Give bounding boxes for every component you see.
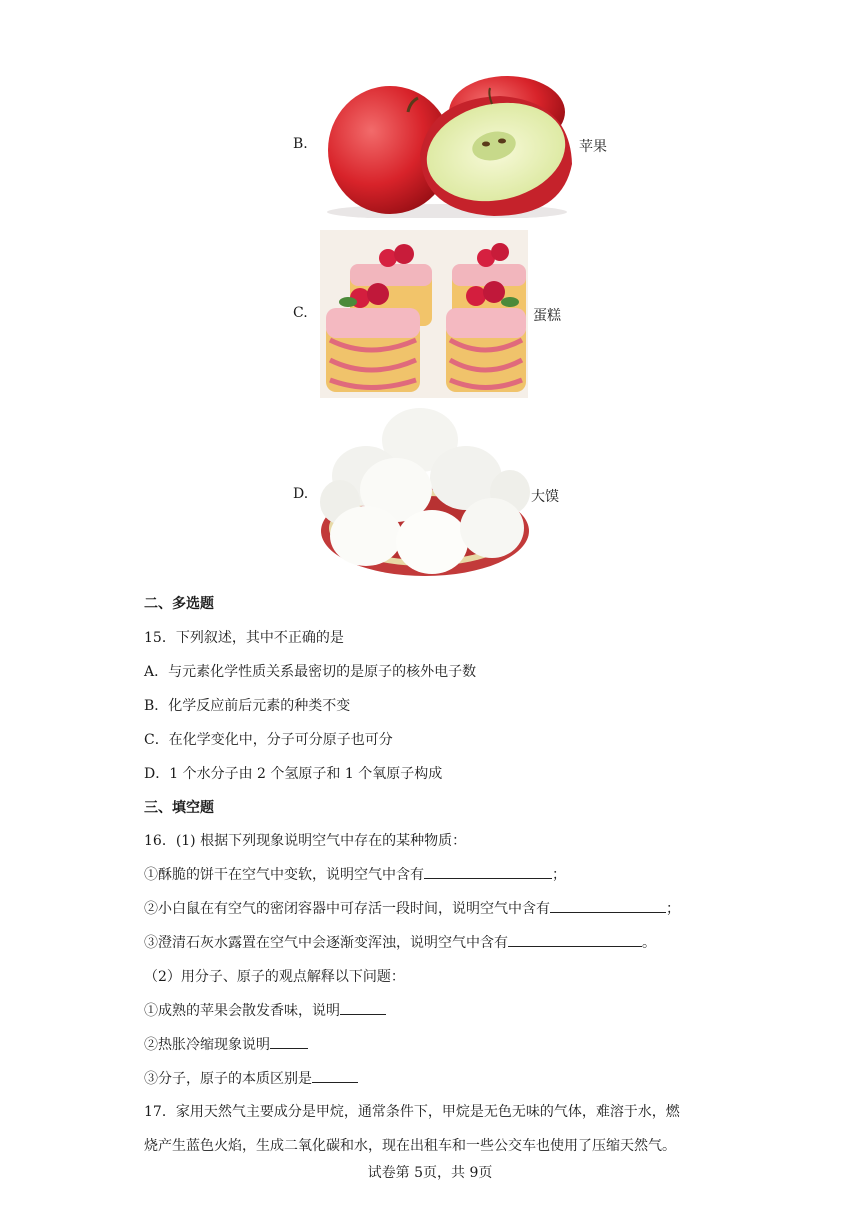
q16-line3 bbox=[144, 932, 656, 952]
q16-line2-end: ； bbox=[666, 901, 680, 917]
q16-line2-text: ②小白鼠在有空气的密闭容器中可存活一段时间，说明空气中含有 bbox=[144, 901, 550, 917]
q16-m3-text: ③分子，原子的本质区别是 bbox=[144, 1071, 312, 1087]
option-d-name: 大馍 bbox=[531, 489, 559, 505]
section-multiple-choice-title: 二、多选题 bbox=[144, 596, 214, 612]
q16-part1-stem: 16．(1) 根据下列现象说明空气中存在的某种物质： bbox=[144, 833, 467, 849]
q16-line3-text: ③澄清石灰水露置在空气中会逐渐变浑浊，说明空气中含有 bbox=[144, 935, 508, 951]
answer-blank[interactable] bbox=[312, 1068, 358, 1083]
q15-stem: 15．下列叙述，其中不正确的是 bbox=[144, 630, 344, 646]
steamed-bun-image bbox=[320, 406, 530, 578]
q17-line1: 17．家用天然气主要成分是甲烷，通常条件下，甲烷是无色无味的气体，难溶于水，燃 bbox=[144, 1104, 680, 1120]
answer-blank[interactable] bbox=[270, 1034, 308, 1049]
apple-image bbox=[322, 74, 576, 218]
option-c-letter: C. bbox=[293, 305, 308, 321]
q16-m3 bbox=[144, 1068, 358, 1088]
q16-m2 bbox=[144, 1034, 308, 1054]
q16-m1-text: ①成熟的苹果会散发香味，说明 bbox=[144, 1003, 340, 1019]
q16-m2-text: ②热胀冷缩现象说明 bbox=[144, 1037, 270, 1053]
q17-line2: 烧产生蓝色火焰，生成二氧化碳和水，现在出租车和一些公交车也使用了压缩天然气。 bbox=[144, 1138, 676, 1154]
q16-line1-end: ； bbox=[552, 867, 566, 883]
q16-line1-text: ①酥脆的饼干在空气中变软，说明空气中含有 bbox=[144, 867, 424, 883]
q15-option-c: C．在化学变化中，分子可分原子也可分 bbox=[144, 732, 393, 748]
answer-blank[interactable] bbox=[508, 932, 642, 947]
q15-option-a: A．与元素化学性质关系最密切的是原子的核外电子数 bbox=[144, 664, 477, 680]
q16-line2 bbox=[144, 898, 680, 918]
page-footer: 试卷第 5页，共 9页 bbox=[367, 1165, 493, 1181]
option-b-letter: B. bbox=[293, 136, 308, 152]
answer-blank[interactable] bbox=[424, 864, 552, 879]
q16-line3-end: 。 bbox=[642, 935, 656, 951]
q16-line1 bbox=[144, 864, 566, 884]
q16-part2-stem: （2）用分子、原子的观点解释以下问题： bbox=[144, 969, 405, 985]
answer-blank[interactable] bbox=[340, 1000, 386, 1015]
cake-image bbox=[320, 230, 528, 398]
q16-m1 bbox=[144, 1000, 386, 1020]
option-c-name: 蛋糕 bbox=[533, 308, 561, 324]
section-fill-blank-title: 三、填空题 bbox=[144, 800, 214, 816]
q15-option-d: D．1 个水分子由 2 个氢原子和 1 个氧原子构成 bbox=[144, 766, 443, 782]
option-d-letter: D. bbox=[293, 486, 309, 502]
option-b-name: 苹果 bbox=[579, 139, 607, 155]
answer-blank[interactable] bbox=[550, 898, 666, 913]
q15-option-b: B．化学反应前后元素的种类不变 bbox=[144, 698, 351, 714]
